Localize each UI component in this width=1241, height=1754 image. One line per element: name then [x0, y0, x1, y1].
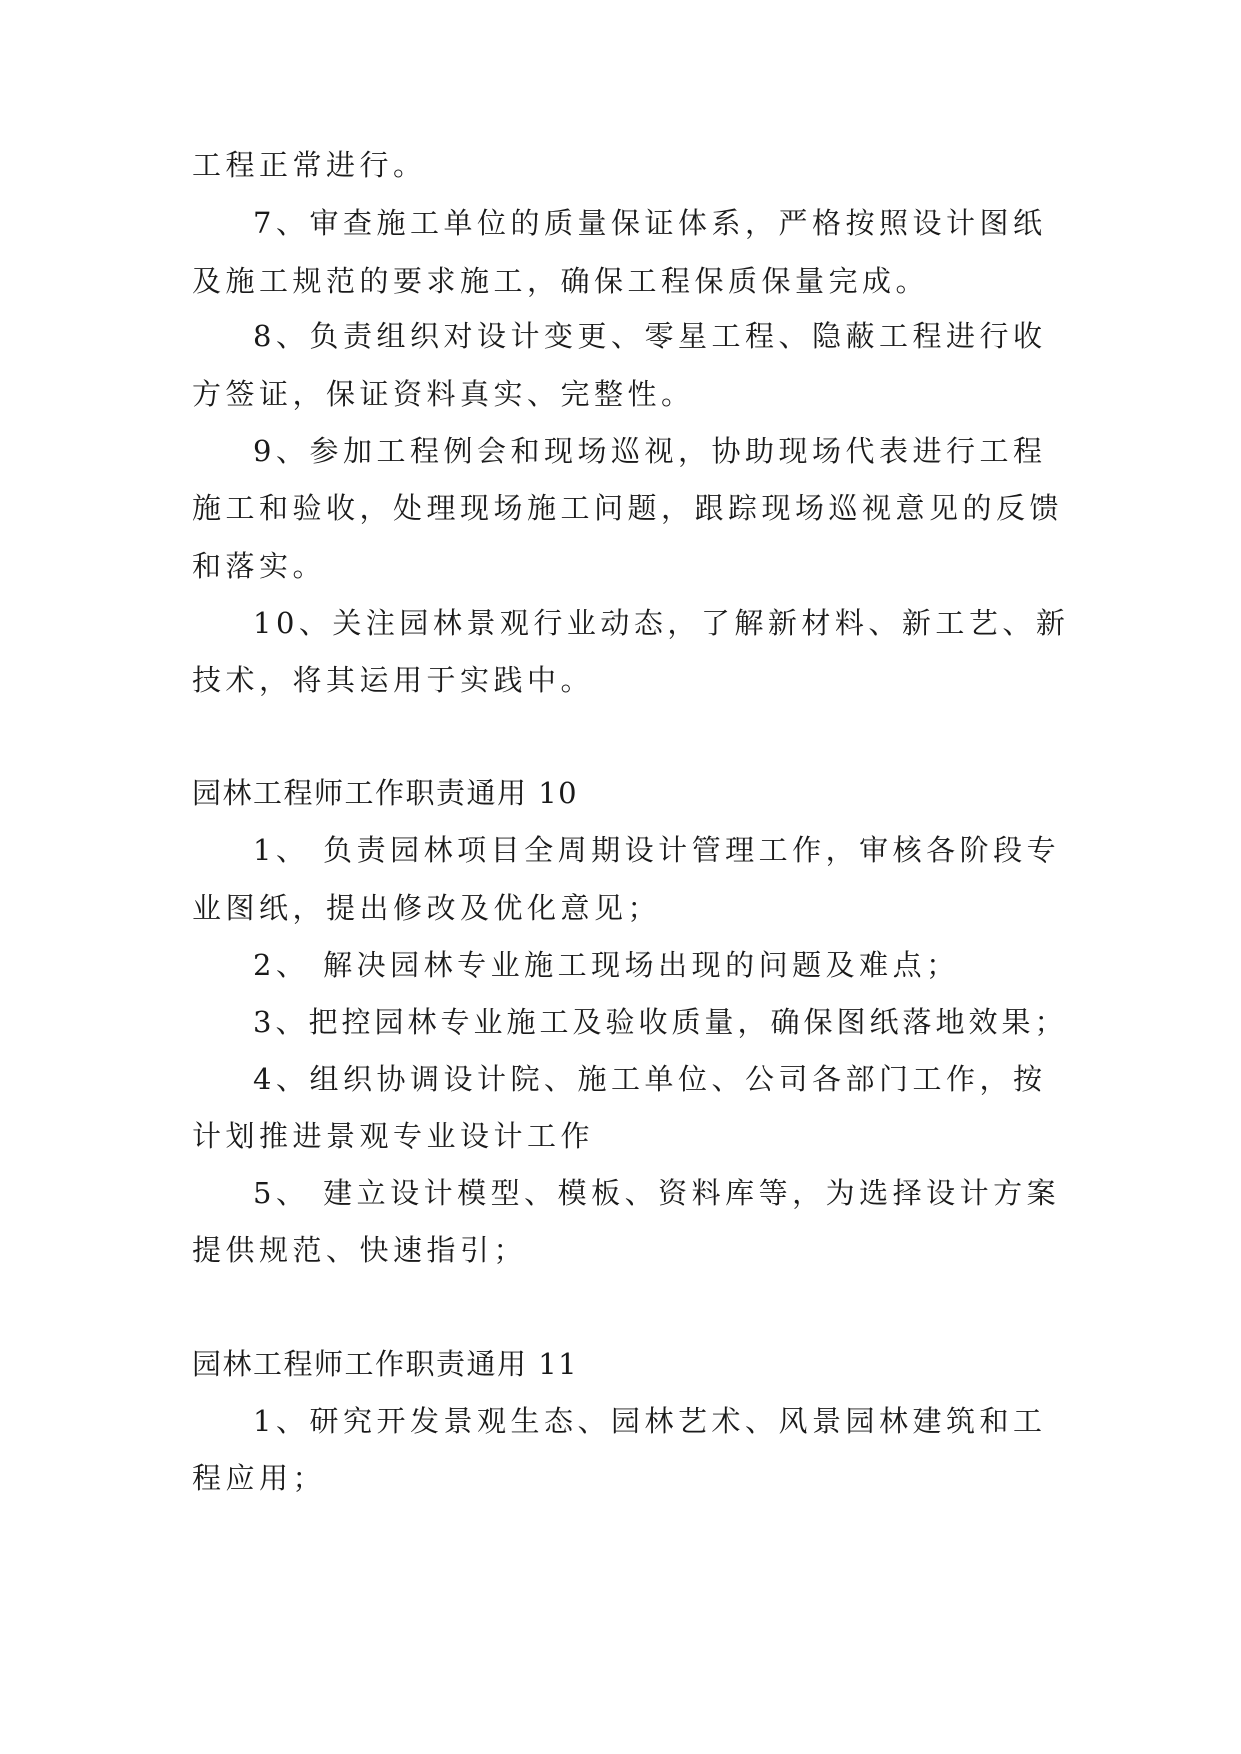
text-line: 业图纸，提出修改及优化意见；	[192, 891, 662, 925]
text-line: 2、 解决园林专业施工现场出现的问题及难点；	[253, 948, 960, 982]
text-line: 1、研究开发景观生态、园林艺术、风景园林建筑和工	[253, 1404, 1047, 1438]
text-line: 及施工规范的要求施工，确保工程保质保量完成。	[192, 264, 930, 298]
text-line: 程应用；	[192, 1461, 327, 1495]
text-line: 3、把控园林专业施工及验收质量，确保图纸落地效果；	[253, 1005, 1068, 1039]
text-line: 9、参加工程例会和现场巡视，协助现场代表进行工程	[253, 434, 1047, 468]
text-line: 和落实。	[192, 549, 327, 583]
text-line: 计划推进景观专业设计工作	[192, 1119, 595, 1153]
text-line: 提供规范、快速指引；	[192, 1233, 528, 1267]
text-line: 5、 建立设计模型、模板、资料库等，为选择设计方案	[253, 1176, 1061, 1210]
text-line: 4、组织协调设计院、施工单位、公司各部门工作，按	[253, 1062, 1047, 1096]
section-heading: 园林工程师工作职责通用 11	[192, 1347, 579, 1381]
text-line: 1、 负责园林项目全周期设计管理工作，审核各阶段专	[253, 833, 1061, 867]
text-line: 工程正常进行。	[192, 148, 427, 182]
text-line: 10、关注园林景观行业动态，了解新材料、新工艺、新	[253, 606, 1070, 640]
section-heading: 园林工程师工作职责通用 10	[192, 776, 579, 810]
text-line: 施工和验收，处理现场施工问题，跟踪现场巡视意见的反馈	[192, 491, 1064, 525]
text-line: 方签证，保证资料真实、完整性。	[192, 377, 695, 411]
text-line: 技术，将其运用于实践中。	[192, 663, 595, 697]
text-line: 8、负责组织对设计变更、零星工程、隐蔽工程进行收	[253, 319, 1047, 353]
text-line: 7、审查施工单位的质量保证体系，严格按照设计图纸	[253, 206, 1047, 240]
